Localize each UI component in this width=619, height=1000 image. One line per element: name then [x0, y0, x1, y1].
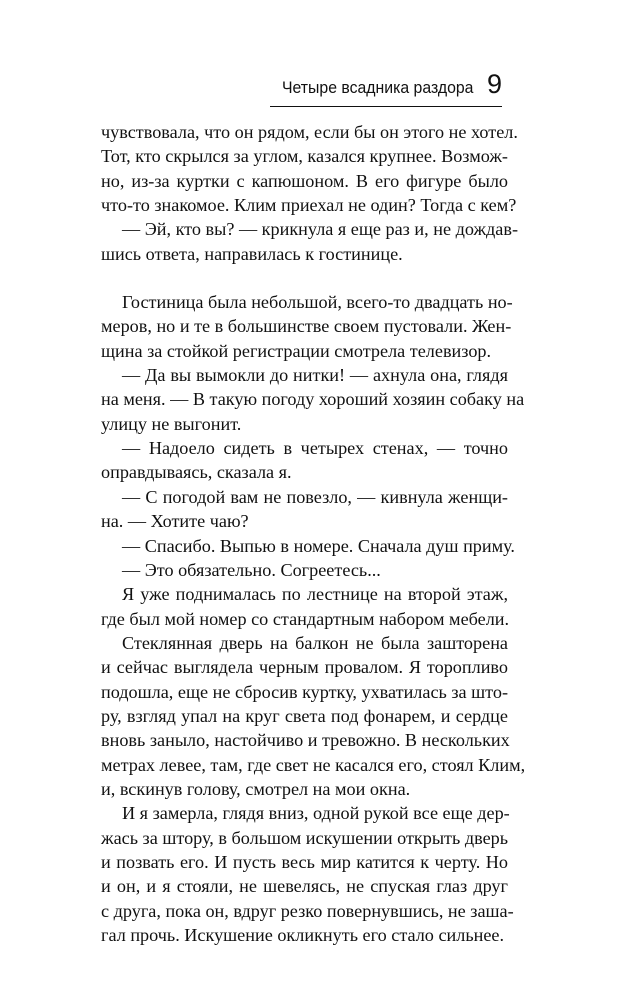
paragraph — [101, 485, 508, 534]
text-line: метрах левее, там, где свет не касался его, стоял Клим, — [101, 754, 526, 775]
text-line: И я замерла, глядя вниз, одной рукой все еще дер- — [122, 803, 510, 824]
text-line: щина за стойкой регистрации смотрела телевизор. — [101, 340, 492, 361]
text-line: и позвать его. И пусть весь мир катится к черту. Но — [101, 851, 508, 872]
text-line: — Эй, кто вы? — крикнула я еще раз и, не дождав- — [122, 219, 519, 240]
text-line: жась за штору, в большом искушении открыть дверь — [101, 827, 509, 848]
text-line: где был мой номер со стандартным набором мебели. — [101, 608, 510, 629]
text-line: — С погодой вам не повезло, — кивнула женщи- — [122, 486, 508, 507]
paragraph — [101, 120, 518, 217]
text-line: — Спасибо. Выпью в номере. Сначала душ приму. — [122, 535, 515, 556]
paragraph — [101, 436, 508, 485]
text-line: Стеклянная дверь на балкон не была зашторена — [122, 632, 508, 653]
text-line: Тот, кто скрылся за углом, казался крупнее. Возмож- — [101, 146, 508, 167]
running-header — [270, 69, 502, 107]
text-line: шись ответа, направилась к гостинице. — [101, 243, 403, 264]
text-line: чувствовала, что он рядом, если бы он этого не хотел. — [101, 122, 518, 142]
section-break — [101, 266, 508, 290]
paragraph — [101, 363, 525, 436]
text-line: меров, но и те в большинстве своем пустовали. Жен- — [101, 316, 512, 337]
paragraph — [101, 582, 508, 631]
paragraph — [101, 217, 519, 266]
paragraph — [101, 534, 515, 558]
text-line: ру, взгляд упал на круг света под фонарем, и сердце — [101, 705, 508, 726]
text-line: вновь заныло, настойчиво и тревожно. В нескольких — [101, 730, 510, 751]
text-line: улицу не выгонит. — [101, 413, 242, 434]
text-line: и он, и я стояли, не шевелясь, не спуская глаз друг — [101, 876, 508, 897]
text-line: подошла, еще не сбросив куртку, ухватилась за што- — [101, 681, 509, 702]
text-line: Гостиница была небольшой, всего-то двадцать но- — [122, 292, 513, 313]
text-line: оправдываясь, сказала я. — [101, 462, 292, 483]
body-text — [101, 120, 526, 947]
text-line: на меня. — В такую погоду хороший хозяин собаку на — [101, 389, 525, 410]
text-line: и, вскинув голову, смотрел на мои окна. — [101, 778, 411, 799]
text-line: но, из-за куртки с капюшоном. В его фигуре было — [101, 170, 508, 191]
paragraph — [101, 631, 526, 801]
paragraph — [101, 290, 513, 363]
running-title: Четыре всадника раздора — [282, 78, 474, 97]
paragraph — [101, 558, 508, 582]
text-line: гал прочь. Искушение окликнуть его стало сильнее. — [101, 925, 505, 945]
page-number: 9 — [486, 69, 502, 99]
paragraph — [101, 801, 514, 947]
text-line: Я уже поднималась по лестнице на второй этаж, — [122, 584, 508, 605]
text-line: на. — Хотите чаю? — [101, 511, 249, 532]
text-line: — Надоело сидеть в четырех стенах, — точно — [122, 438, 508, 459]
text-line: с друга, пока он, вдруг резко повернувшись, не заша- — [101, 900, 514, 921]
text-line: что-то знакомое. Клим приехал не один? Тогда с кем? — [101, 195, 517, 216]
text-line: — Это обязательно. Согреетесь... — [122, 559, 381, 580]
text-line: — Да вы вымокли до нитки! — ахнула она, глядя — [122, 365, 508, 386]
text-line: и сейчас выглядела черным провалом. Я торопливо — [101, 657, 508, 678]
